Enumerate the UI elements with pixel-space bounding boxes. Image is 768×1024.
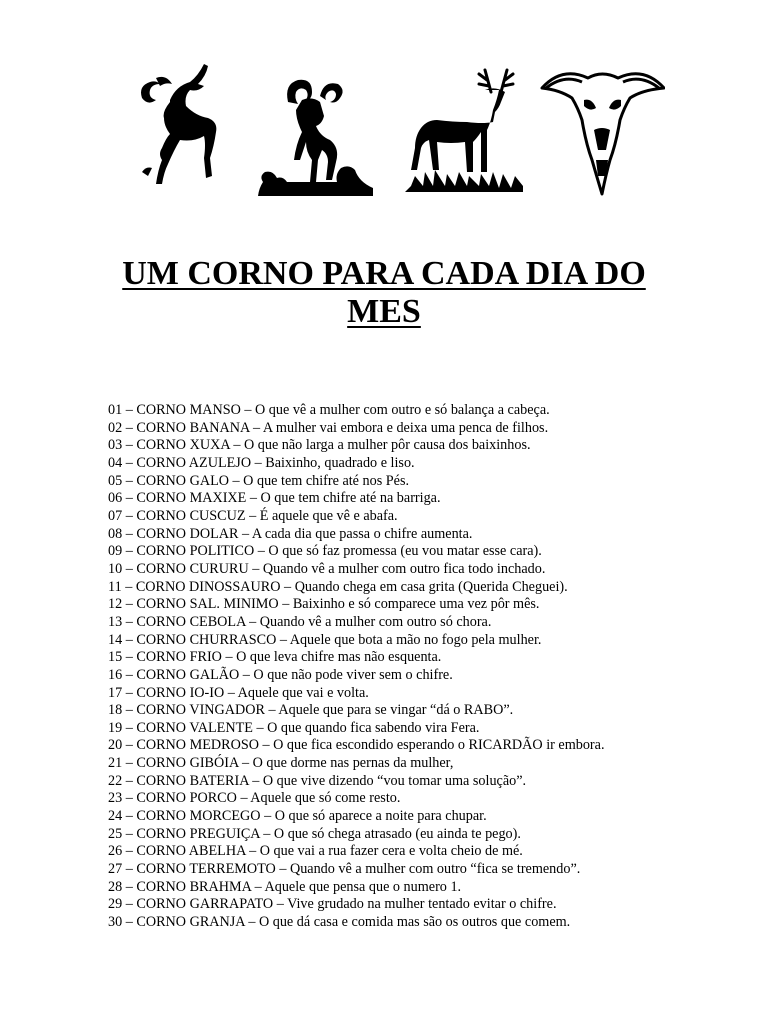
list-item: 19 – CORNO VALENTE – O que quando fica sabendo vira Fera. (108, 719, 480, 736)
list-item: 05 – CORNO GALO – O que tem chifre até nos Pés. (108, 472, 410, 489)
list-item: 11 – CORNO DINOSSAURO – Quando chega em casa grita (Querida Cheguei). (108, 578, 568, 595)
list-item: 22 – CORNO BATERIA – O que vive dizendo “vou tomar uma solução”. (108, 772, 527, 789)
list-item: 15 – CORNO FRIO – O que leva chifre mas não esquenta. (108, 649, 442, 666)
mountain-goat-icon (258, 60, 373, 200)
list-item: 12 – CORNO SAL. MINIMO – Baixinho e só comparece uma vez pôr mês. (108, 596, 540, 613)
stag-in-grass-icon (405, 60, 523, 200)
list-item: 09 – CORNO POLITICO – O que só faz promessa (eu vou matar esse cara). (108, 543, 542, 560)
list-item: 07 – CORNO CUSCUZ – É aquele que vê e abafa. (108, 507, 398, 524)
corno-list (108, 402, 748, 932)
list-item: 30 – CORNO GRANJA – O que dá casa e comida mas são os outros que comem. (108, 914, 571, 931)
list-item: 23 – CORNO PORCO – Aquele que só come resto. (108, 790, 401, 807)
list-item: 08 – CORNO DOLAR – A cada dia que passa o chifre aumenta. (108, 525, 473, 542)
illustrations-row (0, 60, 768, 205)
list-item: 01 – CORNO MANSO – O que vê a mulher com outro e só balança a cabeça. (108, 402, 550, 418)
list-item: 25 – CORNO PREGUIÇA – O que só chega atrasado (eu ainda te pego). (108, 825, 521, 842)
list-item: 16 – CORNO GALÃO – O que não pode viver sem o chifre. (108, 666, 453, 683)
page-title-line-1: UM CORNO PARA CADA DIA DO (122, 255, 646, 292)
list-item: 04 – CORNO AZULEJO – Baixinho, quadrado e liso. (108, 454, 415, 471)
list-item: 06 – CORNO MAXIXE – O que tem chifre até na barriga. (108, 490, 441, 507)
page-title (0, 255, 768, 331)
list-item: 17 – CORNO IO-IO – Aquele que vai e volta. (108, 684, 369, 701)
list-item: 26 – CORNO ABELHA – O que vai a rua fazer cera e volta cheio de mé. (108, 843, 523, 860)
list-item: 14 – CORNO CHURRASCO – Aquele que bota a mão no fogo pela mulher. (108, 631, 542, 648)
list-item: 18 – CORNO VINGADOR – Aquele que para se vingar “dá o RABO”. (108, 702, 514, 719)
list-item: 13 – CORNO CEBOLA – Quando vê a mulher com outro só chora. (108, 613, 492, 630)
list-item: 20 – CORNO MEDROSO – O que fica escondido esperando o RICARDÃO ir embora. (108, 737, 605, 754)
list-item: 02 – CORNO BANANA – A mulher vai embora e deixa uma penca de filhos. (108, 419, 549, 436)
bull-skull-icon (540, 60, 665, 200)
leaping-deer-icon (132, 60, 227, 200)
list-item: 28 – CORNO BRAHMA – Aquele que pensa que o numero 1. (108, 878, 462, 895)
list-item: 24 – CORNO MORCEGO – O que só aparece a noite para chupar. (108, 808, 487, 825)
list-item: 27 – CORNO TERREMOTO – Quando vê a mulher com outro “fica se tremendo”. (108, 861, 581, 878)
list-item: 10 – CORNO CURURU – Quando vê a mulher com outro fica todo inchado. (108, 560, 546, 577)
list-item: 03 – CORNO XUXA – O que não larga a mulher pôr causa dos baixinhos. (108, 437, 531, 454)
page-title-line-2: MES (347, 293, 421, 330)
list-item: 29 – CORNO GARRAPATO – Vive grudado na mulher tentado evitar o chifre. (108, 896, 557, 913)
list-item: 21 – CORNO GIBÓIA – O que dorme nas pernas da mulher, (108, 755, 454, 772)
